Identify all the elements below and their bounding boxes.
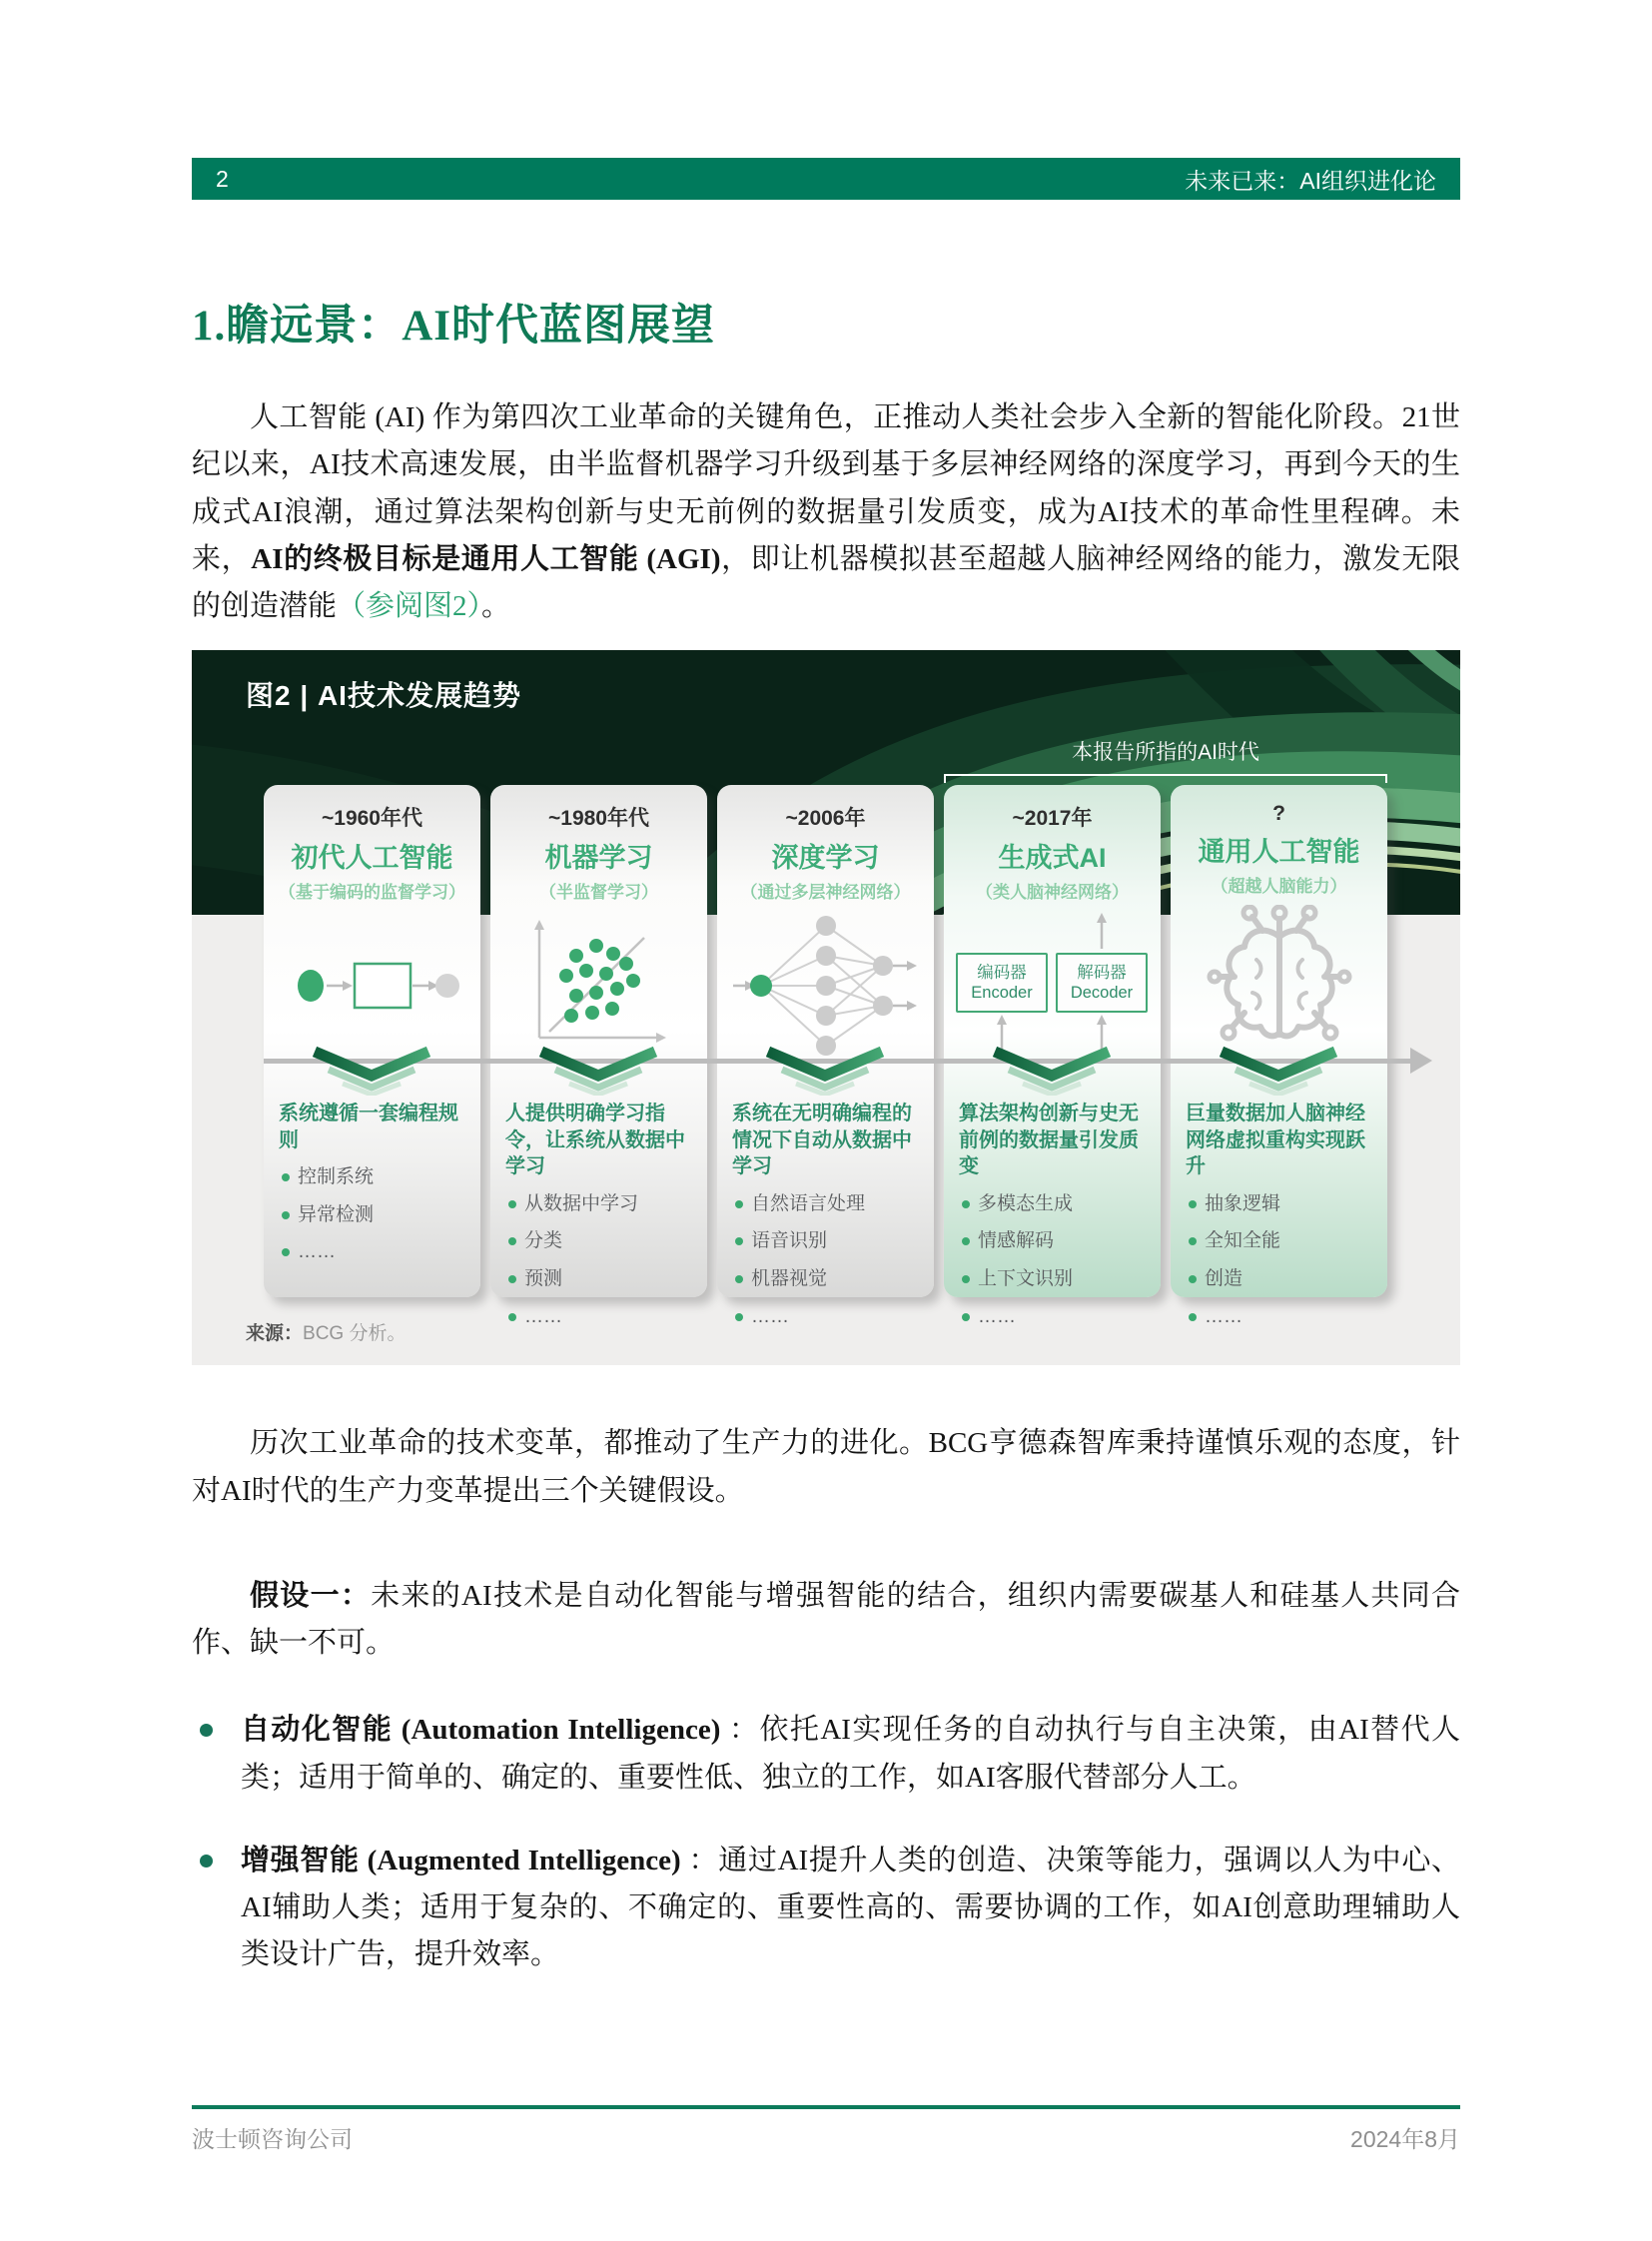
era-card-machine-learning	[490, 785, 707, 1327]
footer-company: 波士顿咨询公司	[192, 2126, 353, 2152]
era-year: ~2006年	[785, 807, 866, 831]
section-title: 1.瞻远景：AI时代蓝图展望	[192, 303, 716, 350]
era-card-early-ai	[264, 785, 480, 1297]
decoder-box	[1056, 953, 1148, 1013]
era-name: 深度学习	[771, 843, 880, 874]
era-card-notes	[264, 1101, 480, 1278]
source-text: BCG 分析。	[303, 1323, 407, 1345]
encoder-label-cn: 编码器	[977, 963, 1027, 982]
era-name: 生成式AI	[998, 843, 1107, 874]
body-paragraph: 历次工业革命的技术变革，都推动了生产力的进化。BCG亨德森智库秉持谨慎乐观的态度，针对AI时代的生产力变革提出三个关键假设。	[192, 1427, 1460, 1507]
era-year: ~1960年代	[322, 807, 422, 831]
page-number: 2	[216, 165, 229, 192]
era-card-notes	[490, 1101, 707, 1342]
figure-source	[246, 1318, 406, 1345]
era-subtitle: （通过多层神经网络）	[740, 883, 911, 903]
era-name: 机器学习	[544, 843, 653, 874]
figure-2	[192, 650, 1460, 1365]
intro-mid: ，即让机器模拟甚至超越人脑神经网络的能力，激发无限的创造潜能	[192, 542, 1460, 623]
decoder-label-en: Decoder	[1070, 984, 1134, 1003]
era-year: ~1980年代	[548, 807, 649, 831]
hypothesis-text: 未来的AI技术是自动化智能与增强智能的结合，组织内需要碳基人和硅基人共同合作、缺一不可。	[192, 1579, 1460, 1660]
list-item: 创造	[1186, 1267, 1375, 1292]
era-card-heading: 系统遵循一套编程规则	[279, 1103, 458, 1151]
list-item: 抽象逻辑	[1186, 1192, 1375, 1217]
list-item: 从数据中学习	[505, 1192, 695, 1217]
source-label: 来源：	[246, 1323, 304, 1345]
intro-lead: 人工智能 (AI) 作为第四次工业革命的关键角色，正推动人类社会步入全新的智能化阶段。21世纪以来，AI技术高速发展，由半监督机器学习升级到基于多层神经网络的深度学习，再到今天的生成式AI浪潮，通过算法架构创新与史无前例的数据量引发质变，成为AI技术的革命性里程碑。未来，	[192, 401, 1460, 575]
hypothesis-paragraph	[192, 1573, 1460, 1668]
list-item: ……	[732, 1305, 922, 1330]
chevron-down-icon	[533, 1046, 663, 1096]
list-item: ……	[959, 1305, 1149, 1330]
bullet-dot-icon	[200, 1855, 213, 1868]
decoder-label-cn: 解码器	[1077, 963, 1127, 982]
intro-paragraph	[192, 394, 1460, 630]
page-header	[192, 158, 1460, 200]
encoder-box	[956, 953, 1048, 1013]
intro-bold: AI的终极目标是通用人工智能 (AGI)	[251, 542, 721, 575]
list-item: ……	[1186, 1305, 1375, 1330]
bullet-body: 依托AI实现任务的自动执行与自主决策，由AI替代人类；适用于简单的、确定的、重要性低、独立的工作，如AI客服代替部分人工。	[241, 1714, 1461, 1794]
era-year: ?	[1272, 802, 1285, 826]
timeline-arrowhead-icon	[1410, 1048, 1432, 1074]
rule-flow-icon	[264, 911, 480, 1061]
bullet-dot-icon	[200, 1724, 213, 1737]
list-item: 语音识别	[732, 1229, 922, 1254]
era-year: ~2017年	[1012, 807, 1093, 831]
intro-tail: 。	[481, 590, 511, 623]
hypothesis-label: 假设一：	[250, 1579, 372, 1612]
list-item: 控制系统	[279, 1165, 468, 1190]
era-card-generative-ai	[944, 785, 1161, 1327]
era-subtitle: （超越人脑能力）	[1211, 877, 1347, 897]
bullet-term: 自动化智能 (Automation Intelligence)	[241, 1714, 721, 1747]
ai-era-label: 本报告所指的AI时代	[1072, 741, 1259, 765]
bullet-body: 通过AI提升人类的创造、决策等能力，强调以人为中心、AI辅助人类；适用于复杂的、不确定的、重要性高的、需要协调的工作，如AI创意助理辅助人类设计广告，提升效率。	[241, 1844, 1460, 1971]
era-card-heading: 算法架构创新与史无前例的数据量引发质变	[959, 1103, 1139, 1178]
chevron-down-icon	[760, 1046, 890, 1096]
list-item: ……	[279, 1240, 468, 1265]
list-item: 预测	[505, 1267, 695, 1292]
era-subtitle: （基于编码的监督学习）	[279, 883, 465, 903]
list-item: 情感解码	[959, 1229, 1149, 1254]
era-cards-row	[264, 785, 1387, 1327]
list-item	[192, 1838, 1460, 1979]
era-card-notes	[717, 1101, 934, 1342]
chevron-down-icon	[987, 1046, 1117, 1096]
era-subtitle: （类人脑神经网络）	[976, 883, 1129, 903]
list-item: 自然语言处理	[732, 1192, 922, 1217]
era-card-heading: 人提供明确学习指令，让系统从数据中学习	[505, 1103, 685, 1178]
figure-title: 图2 | AI技术发展趋势	[246, 680, 521, 712]
era-card-notes	[1171, 1101, 1387, 1342]
era-subtitle: （半监督学习）	[539, 883, 658, 903]
list-item: 异常检测	[279, 1203, 468, 1228]
list-item: 机器视觉	[732, 1267, 922, 1292]
list-item: 上下文识别	[959, 1267, 1149, 1292]
bullet-separator: ：	[720, 1714, 760, 1747]
era-name: 初代人工智能	[291, 843, 453, 874]
list-item: 全知全能	[1186, 1229, 1375, 1254]
brain-circuit-icon	[1171, 905, 1387, 1055]
list-item: 多模态生成	[959, 1192, 1149, 1217]
ai-era-bracket	[944, 774, 1387, 783]
era-card-heading: 巨量数据加人脑神经网络虚拟重构实现跃升	[1186, 1103, 1365, 1178]
chevron-down-icon	[1214, 1046, 1343, 1096]
bullet-term: 增强智能 (Augmented Intelligence)	[241, 1844, 681, 1876]
chevron-down-icon	[307, 1046, 436, 1096]
encoder-label-en: Encoder	[971, 984, 1033, 1003]
scatter-plot-icon	[490, 911, 707, 1061]
list-item: ……	[505, 1305, 695, 1330]
era-card-notes	[944, 1101, 1161, 1342]
encoder-decoder-icon	[944, 911, 1161, 1061]
bullet-separator: ：	[680, 1844, 719, 1876]
footer-date: 2024年8月	[1350, 2126, 1460, 2152]
footer-divider	[192, 2105, 1460, 2109]
page-footer	[192, 2105, 1460, 2154]
era-card-deep-learning	[717, 785, 934, 1327]
era-card-agi	[1171, 785, 1387, 1327]
neural-network-icon	[717, 911, 934, 1061]
figure2-reference-link[interactable]: （参阅图2）	[337, 590, 482, 623]
era-card-heading: 系统在无明确编程的情况下自动从数据中学习	[732, 1103, 912, 1178]
era-name: 通用人工智能	[1198, 837, 1360, 868]
list-item	[192, 1707, 1460, 1802]
running-title: 未来已来：AI组织进化论	[1185, 167, 1436, 194]
list-item: 分类	[505, 1229, 695, 1254]
